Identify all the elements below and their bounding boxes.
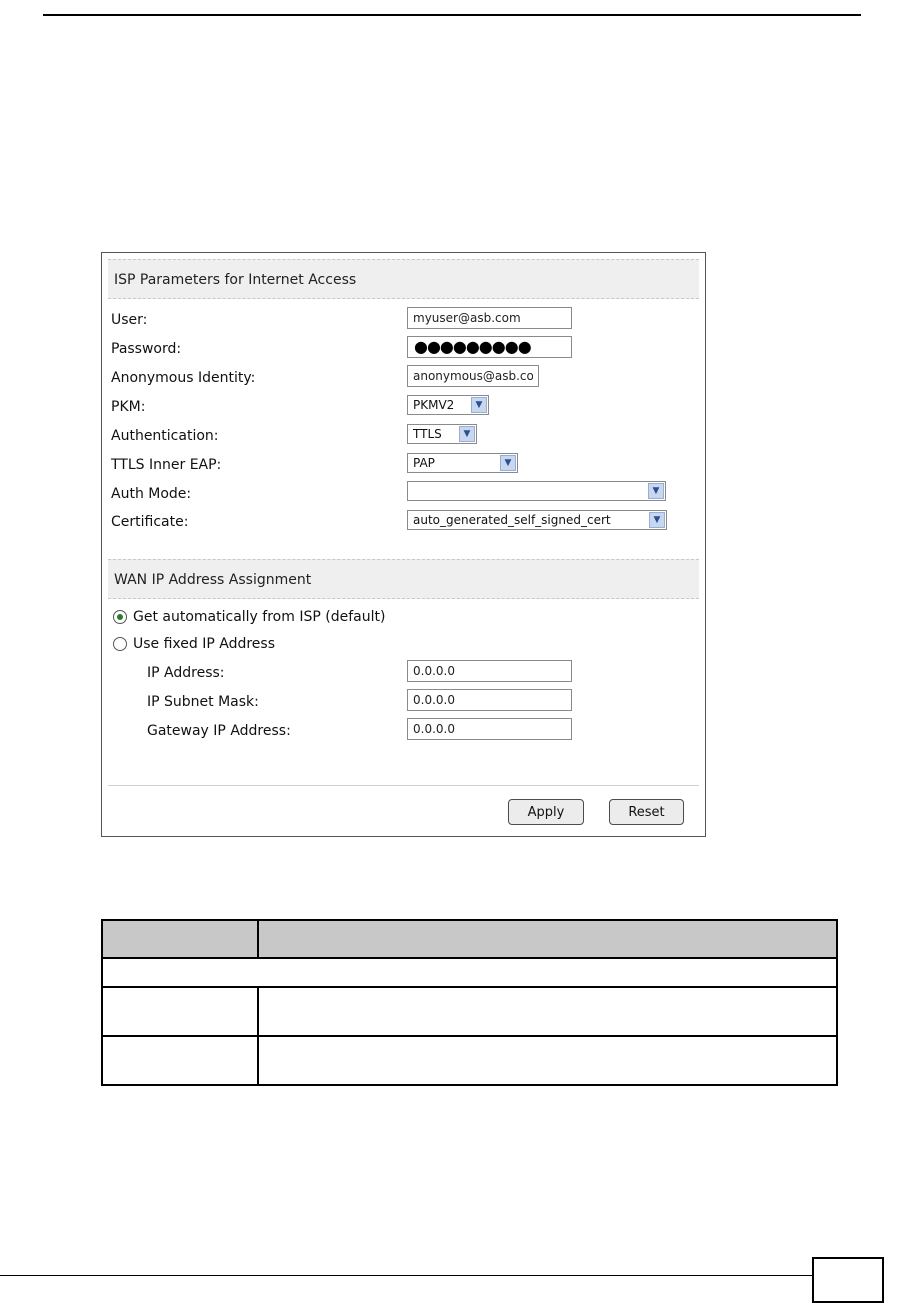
wan-section-header: WAN IP Address Assignment bbox=[108, 559, 699, 599]
isp-settings-panel bbox=[101, 252, 706, 837]
authentication-label: Authentication: bbox=[111, 428, 219, 444]
gateway-input[interactable] bbox=[407, 718, 572, 740]
table-cell bbox=[102, 1036, 258, 1085]
pkm-select[interactable] bbox=[407, 395, 489, 415]
table-section-row bbox=[102, 958, 837, 987]
authentication-select[interactable] bbox=[407, 424, 477, 444]
table-section-cell bbox=[102, 958, 837, 987]
radio-fixed-ip[interactable] bbox=[113, 637, 127, 651]
subnet-mask-input[interactable] bbox=[407, 689, 572, 711]
ttls-inner-eap-label: TTLS Inner EAP: bbox=[111, 457, 222, 473]
radio-selected-dot bbox=[117, 614, 123, 620]
pkm-label: PKM: bbox=[111, 399, 146, 415]
certificate-select[interactable] bbox=[407, 510, 667, 530]
table-row bbox=[102, 1036, 837, 1085]
radio-auto-ip[interactable] bbox=[113, 610, 127, 624]
chevron-down-icon[interactable]: ▼ bbox=[649, 512, 665, 528]
user-label: User: bbox=[111, 312, 148, 328]
ttls-inner-eap-select-value: PAP bbox=[413, 456, 435, 470]
chevron-down-icon[interactable]: ▼ bbox=[500, 455, 516, 471]
table-cell bbox=[258, 1036, 837, 1085]
chevron-down-icon[interactable]: ▼ bbox=[648, 483, 664, 499]
table-header-cell bbox=[102, 920, 258, 958]
subnet-mask-label: IP Subnet Mask: bbox=[147, 694, 259, 710]
chevron-down-icon[interactable]: ▼ bbox=[459, 426, 475, 442]
table-row bbox=[102, 987, 837, 1036]
ip-address-input[interactable] bbox=[407, 660, 572, 682]
auth-mode-select[interactable] bbox=[407, 481, 666, 501]
apply-button[interactable]: Apply bbox=[508, 799, 584, 825]
password-label: Password: bbox=[111, 341, 182, 357]
user-input[interactable] bbox=[407, 307, 572, 329]
description-table bbox=[101, 919, 838, 1086]
table-header-row bbox=[102, 920, 837, 958]
top-rule bbox=[43, 14, 861, 16]
ip-address-label: IP Address: bbox=[147, 665, 225, 681]
table-cell bbox=[102, 987, 258, 1036]
radio-fixed-ip-label: Use fixed IP Address bbox=[133, 636, 276, 652]
reset-button[interactable]: Reset bbox=[609, 799, 684, 825]
password-input[interactable]: ●●●●●●●●● bbox=[407, 336, 572, 358]
gateway-label: Gateway IP Address: bbox=[147, 723, 291, 739]
table-header-cell bbox=[258, 920, 837, 958]
isp-section-header: ISP Parameters for Internet Access bbox=[108, 259, 699, 299]
radio-auto-ip-label: Get automatically from ISP (default) bbox=[133, 609, 386, 625]
chevron-down-icon[interactable]: ▼ bbox=[471, 397, 487, 413]
anonymous-identity-input[interactable] bbox=[407, 365, 539, 387]
auth-mode-label: Auth Mode: bbox=[111, 486, 192, 502]
certificate-label: Certificate: bbox=[111, 514, 189, 530]
panel-footer-divider bbox=[108, 785, 699, 786]
authentication-select-value: TTLS bbox=[413, 427, 442, 441]
ttls-inner-eap-select[interactable] bbox=[407, 453, 518, 473]
table-cell bbox=[258, 987, 837, 1036]
pkm-select-value: PKMV2 bbox=[413, 398, 455, 412]
certificate-select-value: auto_generated_self_signed_cert bbox=[413, 513, 611, 527]
anonymous-identity-label: Anonymous Identity: bbox=[111, 370, 256, 386]
bottom-rule bbox=[0, 1275, 812, 1276]
page-number-box bbox=[812, 1257, 884, 1303]
